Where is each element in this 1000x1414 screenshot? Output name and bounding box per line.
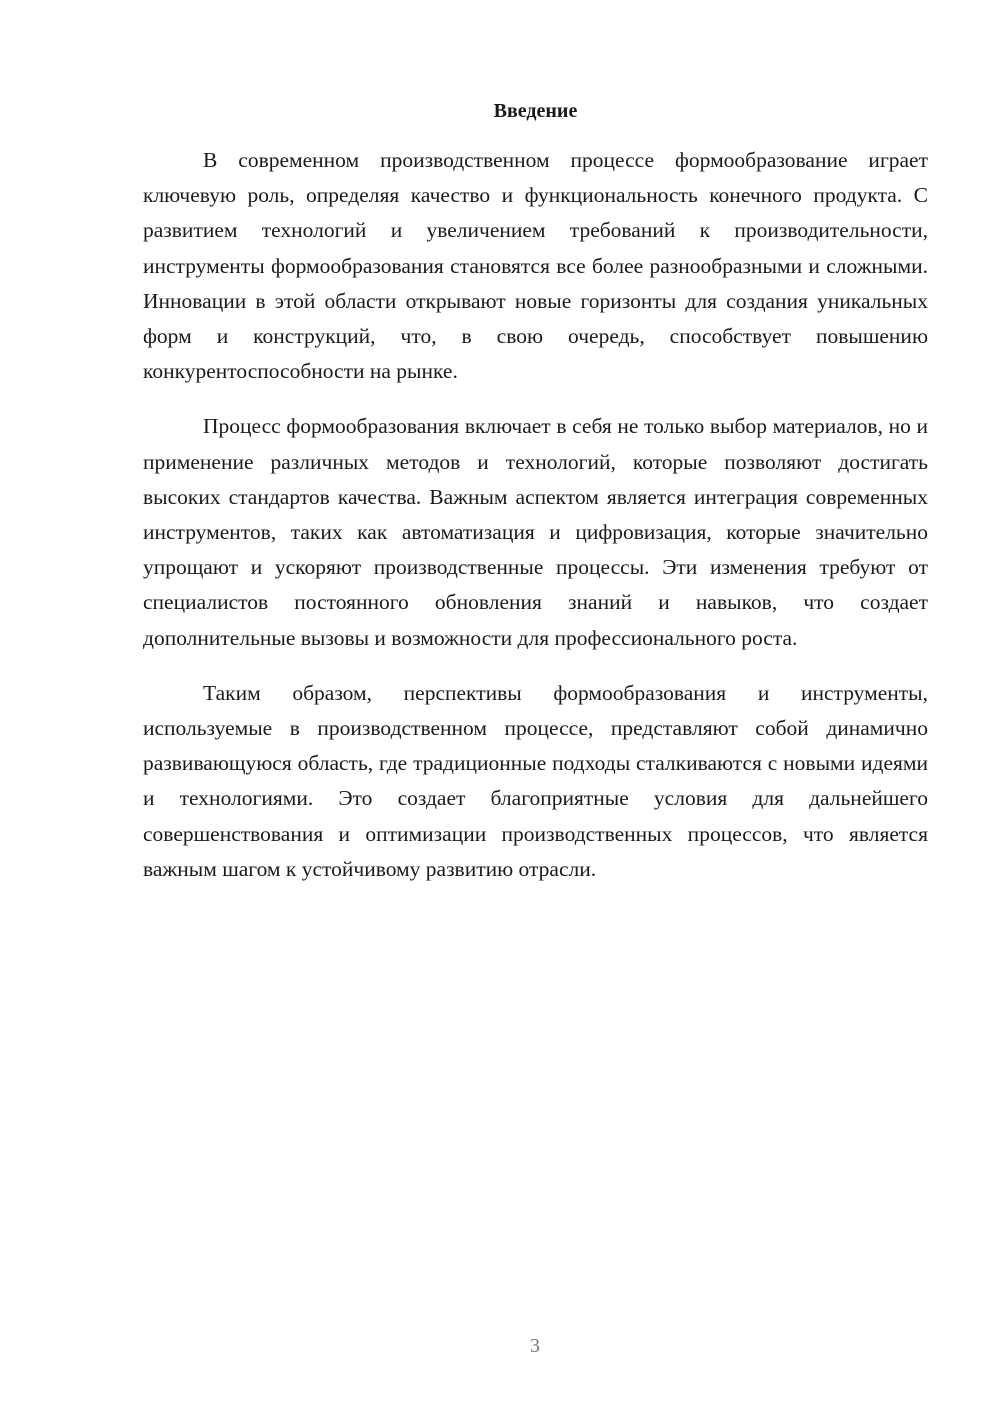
- section-title: Введение: [493, 100, 578, 122]
- paragraph-1: В современном производственном процессе формообразование играет ключевую роль, определяя качество и функциональность конечного продукта. С развитием технологий и увеличением требований к производительности, инструменты формообразования становятся все более разнообразными и сложными. Инновации в этой области открывают новые горизонты для создания уникальных форм и конструкций, что, в свою очередь, способствует повышению конкурентоспособности на рынке.: [143, 148, 928, 384]
- page-number: 3: [530, 1335, 540, 1357]
- paragraph-3: Таким образом, перспективы формообразования и инструменты, используемые в производственном процессе, представляют собой динамично развивающуюся область, где традиционные подходы сталкиваются с новыми идеями и технологиями. Это создает благоприятные условия для дальнейшего совершенствования и оптимизации производственных процессов, что является важным шагом к устойчивому развитию отрасли.: [143, 680, 928, 881]
- paragraph-2: Процесс формообразования включает в себя не только выбор материалов, но и применение различных методов и технологий, которые позволяют достигать высоких стандартов качества. Важным аспектом является интеграция современных инструментов, таких как автоматизация и цифровизация, которые значительно упрощают и ускоряют производственные процессы. Эти изменения требуют от специалистов постоянного обновления знаний и навыков, что создает дополнительные вызовы и возможности для профессионального роста.: [143, 414, 928, 650]
- document-body: [143, 143, 928, 907]
